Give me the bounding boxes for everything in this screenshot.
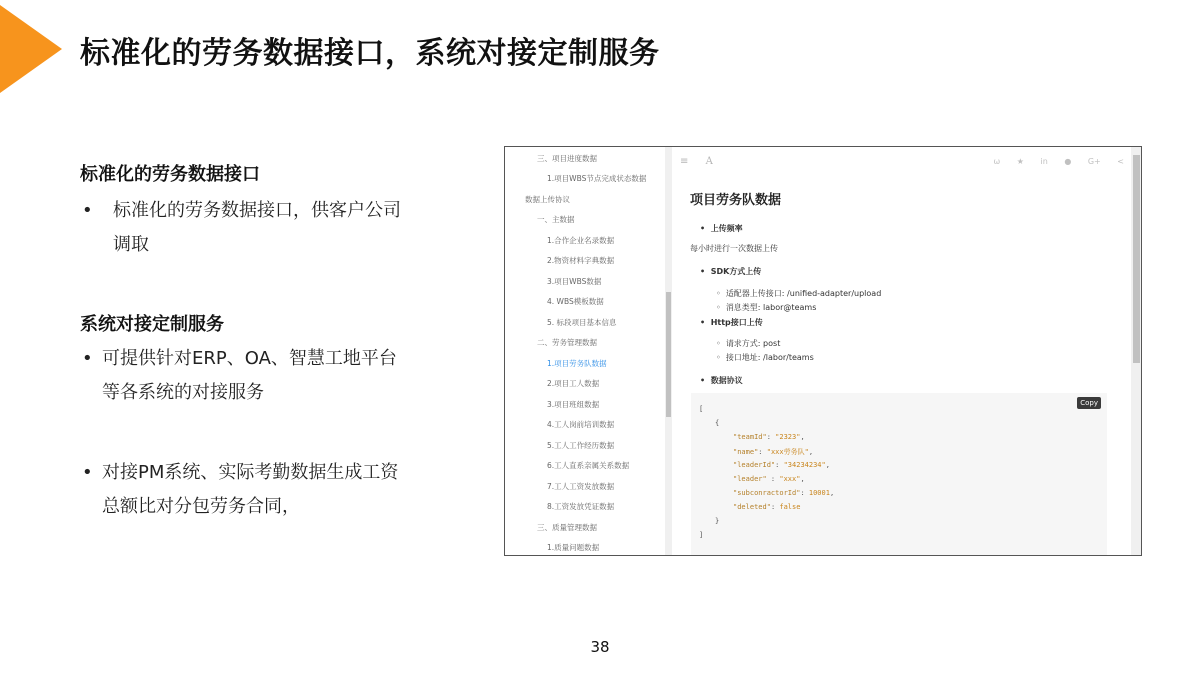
nav-item[interactable]: 4.工人岗前培训数据 — [547, 420, 615, 429]
nav-item[interactable]: 一、主数据 — [537, 215, 575, 224]
weibo-icon[interactable]: ω — [993, 157, 1001, 166]
nav-item[interactable]: 3.项目WBS数据 — [547, 277, 602, 286]
bullet-dot: • — [82, 462, 93, 483]
doc-nav-sidebar — [505, 147, 665, 555]
nav-item[interactable]: 5. 标段项目基本信息 — [547, 318, 617, 327]
http-method: 请求方式: post — [725, 339, 781, 348]
linkedin-icon[interactable]: in — [1040, 157, 1048, 166]
share-icon[interactable]: < — [1117, 157, 1124, 166]
code-line-teamid: "teamId": "2323", — [733, 433, 805, 441]
title-accent-triangle — [0, 5, 62, 93]
star-icon[interactable]: ★ — [1016, 157, 1024, 166]
protocol-item: • 数据协议 — [700, 376, 743, 385]
section-pm-integration — [80, 448, 460, 524]
nav-item[interactable]: 5.工人工作经历数据 — [547, 441, 615, 450]
http-method-item: ◦ 请求方式: post — [716, 339, 781, 348]
menu-icon[interactable]: ≡ — [680, 156, 689, 167]
section2-bullet-line1: 可提供针对ERP、OA、智慧工地平台 — [102, 348, 397, 369]
nav-item[interactable]: 三、质量管理数据 — [537, 523, 597, 532]
sdk-message-type: 消息类型: labor@teams — [725, 303, 817, 312]
section1-bullet-line2: 调取 — [113, 234, 149, 255]
nav-item[interactable]: 4. WBS模板数据 — [547, 297, 604, 306]
copy-button[interactable]: Copy — [1077, 397, 1101, 409]
http-address-item: ◦ 接口地址: /labor/teams — [716, 353, 814, 362]
code-block — [691, 393, 1107, 555]
http-item: • Http接口上传 — [700, 318, 763, 327]
section2-bullet-line2: 等各系统的对接服务 — [102, 382, 264, 403]
section2-bullet — [80, 342, 460, 410]
protocol-label: 数据协议 — [710, 376, 743, 385]
code-line-subcontractor: "subconractorId": 10001, — [733, 489, 835, 497]
nav-item[interactable]: 3.项目班组数据 — [547, 400, 600, 409]
code-close-bracket: ] — [699, 531, 704, 539]
section3-bullet — [80, 456, 460, 524]
section-system-integration — [80, 310, 460, 410]
nav-item[interactable]: 1.合作企业名录数据 — [547, 236, 615, 245]
http-label: Http接口上传 — [710, 318, 763, 327]
comment-icon[interactable]: ● — [1064, 157, 1072, 166]
nav-item-active[interactable]: 1.项目劳务队数据 — [547, 359, 607, 368]
bullet-dot: • — [82, 200, 93, 221]
nav-item[interactable]: 2.物资材料字典数据 — [547, 256, 615, 265]
upload-freq-text: 每小时进行一次数据上传 — [690, 244, 778, 253]
upload-freq-label: 上传频率 — [710, 224, 743, 233]
section1-bullet-line1: 标准化的劳务数据接口，供客户公司 — [113, 200, 401, 221]
content-scrollbar-thumb[interactable] — [1133, 155, 1140, 363]
code-line-leaderid: "leaderId": "34234234", — [733, 461, 830, 469]
nav-item[interactable]: 8.工资发放凭证数据 — [547, 502, 615, 511]
section3-bullet-line1: 对接PM系统、实际考勤数据生成工资 — [102, 462, 399, 483]
doc-toolbar-left — [680, 156, 727, 167]
section1-bullet — [80, 194, 460, 262]
code-line-name: "name": "xxx劳务队", — [733, 448, 814, 456]
api-doc-screenshot — [504, 146, 1142, 556]
nav-item[interactable]: 三、项目进度数据 — [537, 154, 597, 163]
section1-heading: 标准化的劳务数据接口 — [80, 164, 260, 185]
content-scrollbar[interactable] — [1131, 147, 1141, 555]
code-open-brace: { — [715, 419, 720, 427]
section2-heading: 系统对接定制服务 — [80, 314, 224, 335]
section3-bullet-line2: 总额比对分包劳务合同， — [102, 496, 300, 517]
bullet-dot: • — [82, 348, 93, 369]
sdk-label: SDK方式上传 — [710, 267, 762, 276]
nav-item[interactable]: 6.工人直系亲属关系数据 — [547, 461, 630, 470]
http-address: 接口地址: /labor/teams — [725, 353, 814, 362]
sdk-adapter-item: ◦ 适配器上传接口: /unified-adapter/upload — [716, 289, 882, 298]
code-line-leader: "leader" : "xxx", — [733, 475, 805, 483]
sdk-adapter: 适配器上传接口: /unified-adapter/upload — [725, 289, 882, 298]
nav-item[interactable]: 二、劳务管理数据 — [537, 338, 597, 347]
doc-title: 项目劳务队数据 — [690, 193, 782, 208]
code-line-deleted: "deleted": false — [733, 503, 801, 511]
page-number: 38 — [590, 638, 610, 656]
nav-scrollbar[interactable] — [665, 147, 672, 555]
font-icon[interactable]: A — [705, 156, 713, 167]
code-close-brace: } — [715, 517, 720, 525]
doc-content — [672, 147, 1130, 555]
upload-freq-item: • 上传频率 — [700, 224, 743, 233]
nav-item[interactable]: 7.工人工资发放数据 — [547, 482, 615, 491]
code-open-bracket: [ — [699, 405, 704, 413]
sdk-message-type-item: ◦ 消息类型: labor@teams — [716, 303, 817, 312]
nav-item[interactable]: 1.项目WBS节点完成状态数据 — [547, 174, 647, 183]
nav-item[interactable]: 1.质量问题数据 — [547, 543, 600, 552]
sdk-item: • SDK方式上传 — [700, 267, 762, 276]
nav-scrollbar-thumb[interactable] — [666, 292, 671, 417]
nav-item[interactable]: 数据上传协议 — [525, 195, 570, 204]
section-standard-interface — [80, 160, 460, 262]
nav-item[interactable]: 2.项目工人数据 — [547, 379, 600, 388]
google-plus-icon[interactable]: G+ — [1087, 157, 1101, 166]
doc-toolbar-right — [980, 157, 1125, 166]
slide-title: 标准化的劳务数据接口，系统对接定制服务 — [80, 36, 660, 71]
